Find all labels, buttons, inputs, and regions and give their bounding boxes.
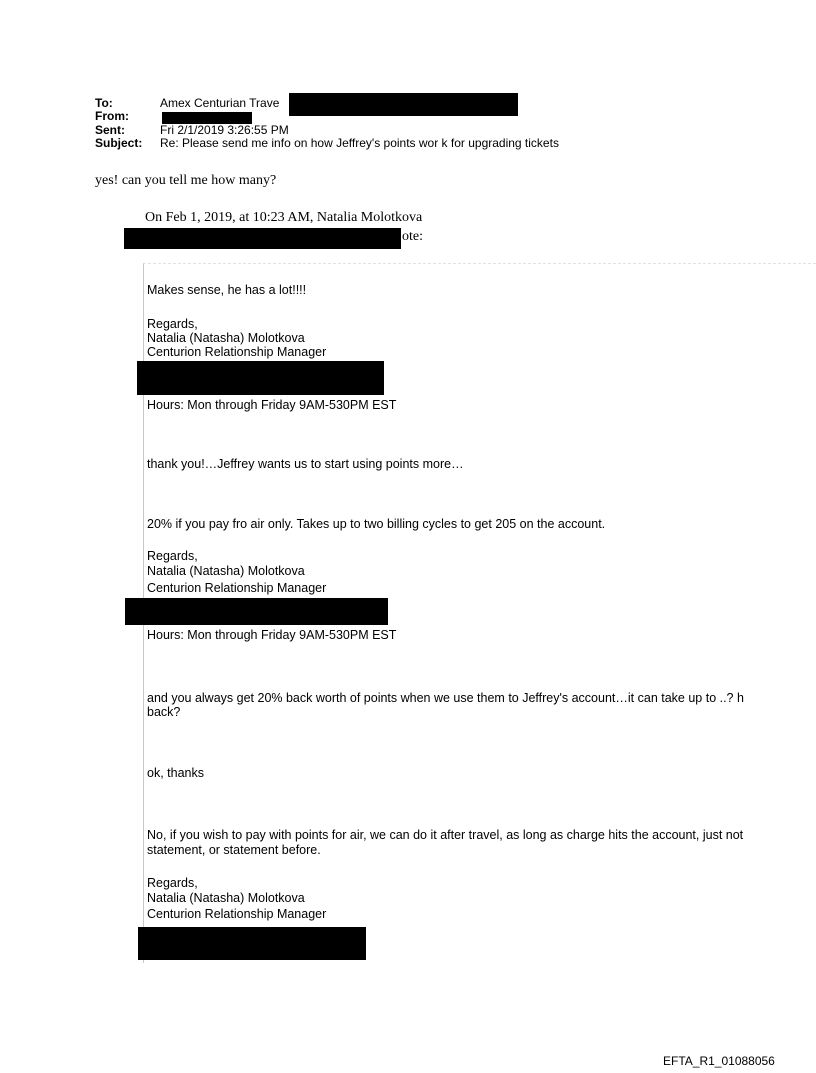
quote-intro-line2-tail: ote: xyxy=(402,229,423,244)
sent-label: Sent: xyxy=(95,123,125,137)
sig2-name: Natalia (Natasha) Molotkova xyxy=(147,564,305,578)
quoted-msg-6-line1: No, if you wish to pay with points for air, we can do it after travel, as long as charge hits the account, just not xyxy=(147,828,744,842)
sig3-regards: Regards, xyxy=(147,876,198,890)
sig1-regards: Regards, xyxy=(147,317,198,331)
quote-intro-line1: On Feb 1, 2019, at 10:23 AM, Natalia Molotkova xyxy=(145,210,423,225)
quoted-msg-5: ok, thanks xyxy=(147,766,204,780)
redaction-sig3-contact xyxy=(138,927,366,960)
quoted-msg-4-line1: and you always get 20% back worth of points when we use them to Jeffrey's account…it can take up to ..? h xyxy=(147,691,744,705)
quoted-msg-1: Makes sense, he has a lot!!!! xyxy=(147,283,307,297)
redaction-sig2-contact xyxy=(125,598,388,625)
sig2-regards: Regards, xyxy=(147,549,198,563)
sig1-title: Centurion Relationship Manager xyxy=(147,345,327,359)
sig1-name: Natalia (Natasha) Molotkova xyxy=(147,331,305,345)
quoted-msg-3: 20% if you pay fro air only. Takes up to two billing cycles to get 205 on the account. xyxy=(147,517,606,531)
document-id: EFTA_R1_01088056 xyxy=(663,1054,775,1068)
quoted-msg-4-line2: back? xyxy=(147,705,181,719)
sig2-hours: Hours: Mon through Friday 9AM-530PM EST xyxy=(147,628,397,642)
redaction-sender-email xyxy=(124,228,401,249)
reply-text: yes! can you tell me how many? xyxy=(95,173,277,188)
quoted-msg-6-line2: statement, or statement before. xyxy=(147,843,321,857)
from-label: From: xyxy=(95,109,129,123)
sig3-name: Natalia (Natasha) Molotkova xyxy=(147,891,305,905)
sent-value: Fri 2/1/2019 3:26:55 PM xyxy=(160,123,289,137)
redaction-to xyxy=(289,93,518,116)
sig2-title: Centurion Relationship Manager xyxy=(147,581,327,595)
subject-label: Subject: xyxy=(95,136,143,150)
sig1-hours: Hours: Mon through Friday 9AM-530PM EST xyxy=(147,398,397,412)
to-label: To: xyxy=(95,96,113,110)
subject-value: Re: Please send me info on how Jeffrey's points wor k for upgrading tickets xyxy=(160,136,559,150)
to-value: Amex Centurian Trave xyxy=(160,96,280,110)
sig3-title: Centurion Relationship Manager xyxy=(147,907,327,921)
quoted-msg-2: thank you!…Jeffrey wants us to start using points more… xyxy=(147,457,464,471)
redaction-sig1-contact xyxy=(137,361,384,395)
